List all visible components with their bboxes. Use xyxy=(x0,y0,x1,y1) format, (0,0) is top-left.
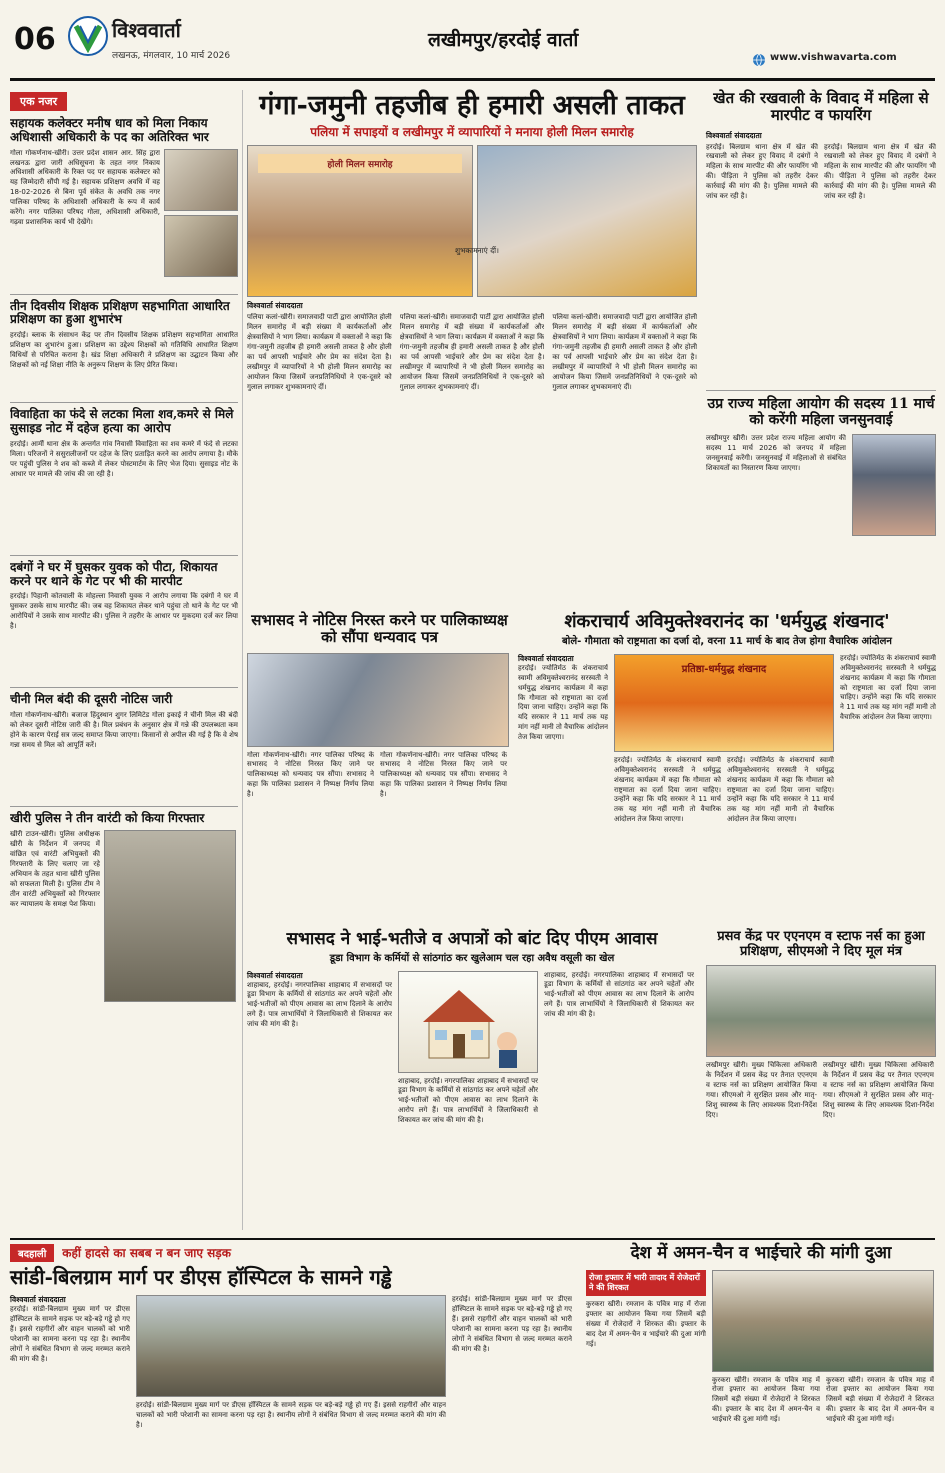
notice-photo xyxy=(247,653,509,747)
divider xyxy=(706,390,936,391)
pm-awas-headline: सभासद ने भाई-भतीजे व अपात्रों को बांट दिए पीएम आवास xyxy=(286,929,658,949)
brand-logo-icon xyxy=(68,16,108,56)
womens-commission-body: लखीमपुर खीरी। उत्तर प्रदेश राज्य महिला आयोग की सदस्य 11 मार्च 2026 को जनपद में महिला जनसुनवाई करेंगी। जनसुनवाई में महिलाओं से संबंधित शिकायतों का निस्तारण किया जाएगा। xyxy=(706,434,846,472)
section-tag: एक नजर xyxy=(10,92,67,111)
story-5-headline: चीनी मिल बंदी की दूसरी नोटिस जारी xyxy=(10,692,173,707)
shankaracharya-story xyxy=(518,612,936,930)
story-3-headline: विवाहिता का फंदे से लटका मिला शव,कमरे से मिले सुसाइड नोट में दहेज हत्या का आरोप xyxy=(10,407,234,435)
lead-subheadline: पलिया में सपाइयों व लखीमपुर में व्यापारियों ने मनाया होली मिलन समारोह xyxy=(310,125,634,140)
shankaracharya-body-col2: हरदोई। ज्योतिर्मठ के शंकराचार्य स्वामी अविमुक्तेश्वरानंद सरस्वती ने धर्मयुद्ध शंखनाद कार्यक्रम में कहा कि गौमाता को राष्ट्रमाता का दर्जा दिया जाना चाहिए। उन्होंने कहा कि यदि सरकार ने 11 मार्च तक यह मांग नहीं मानी तो वैचारिक आंदोलन तेज किया जाएगा। xyxy=(614,755,721,824)
womens-commission-story xyxy=(706,396,936,626)
bottom-left-road-photo xyxy=(136,1295,446,1397)
notice-body-col1: गोला गोकर्णनाथ-खीरी। नगर पालिका परिषद के सभासद ने नोटिस निरस्त किए जाने पर पालिकाध्यक्ष को धन्यवाद पत्र सौंपा। सभासद ने कहा कि पालिका प्रशासन ने निष्पक्ष निर्णय लिया है। xyxy=(247,750,374,799)
bottom-left-byline: विश्ववार्ता संवाददाता xyxy=(10,1295,66,1304)
globe-icon xyxy=(752,52,766,66)
anm-training-body-col2: लखीमपुर खीरी। मुख्य चिकित्सा अधिकारी के निर्देशन में प्रसव केंद्र पर तैनात एएनएम व स्टाफ नर्स का प्रशिक्षण आयोजित किया गया। सीएमओ ने सुरक्षित प्रसव और मातृ-शिशु स्वास्थ्य के लिए आवश्यक दिशा-निर्देश दिए। xyxy=(823,1060,934,1119)
story-3 xyxy=(10,408,238,550)
shankaracharya-banner: प्रतिष्ठा-धर्मयुद्ध शंखनाद xyxy=(681,663,767,675)
story-5-body: गोला गोकर्णनाथ-खीरी। बजाज हिंदुस्थान शुगर लिमिटेड गोला इकाई ने चीनी मिल की बंदी को लेकर दूसरी नोटिस जारी की है। मिल प्रबंधन के अनुसार क्षेत्र में गन्ने की उपलब्धता कम होने के कारण पेराई सत्र जल्द समाप्त किया जाएगा। किसानों से अपील की गई है कि वे शेष गन्ना समय से मिल को आपूर्ति करें। xyxy=(10,711,238,749)
story-6 xyxy=(10,812,238,1002)
story-6-body: खीरी टाउन-खीरी। पुलिस अधीक्षक खीरी के निर्देशन में जनपद में वांछित एवं वारंटी अभियुक्तों की गिरफ्तारी के लिए चलाए जा रहे अभियान के तहत थाना खीरी पुलिस को सफलता मिली है। पुलिस टीम ने तीन वारंटी अभियुक्तों को गिरफ्तार कर न्यायालय के समक्ष पेश किया। xyxy=(10,829,100,908)
lead-photo-banner: होली मिलन समारोह xyxy=(258,154,462,173)
bottom-right-photo-caption: रोजा इफ्तार में भारी तादाद में रोजेदारों ने की शिरकत xyxy=(589,1272,700,1292)
shankaracharya-body-col4: हरदोई। ज्योतिर्मठ के शंकराचार्य स्वामी अविमुक्तेश्वरानंद सरस्वती ने धर्मयुद्ध शंखनाद कार्यक्रम में कहा कि गौमाता को राष्ट्रमाता का दर्जा दिया जाना चाहिए। उन्होंने कहा कि यदि सरकार ने 11 मार्च तक यह मांग नहीं मानी तो वैचारिक आंदोलन तेज किया जाएगा। xyxy=(840,653,936,722)
bottom-right-caption-box xyxy=(586,1270,706,1297)
anm-training-photo xyxy=(706,965,936,1057)
shankaracharya-photo xyxy=(614,654,834,752)
bottom-right-body-col2: कुरकरा खीरी। रमजान के पवित्र माह में रोजा इफ्तार का आयोजन किया गया जिसमें बड़ी संख्या में रोजेदारों ने शिरकत की। इफ्तार के बाद देश में अमन-चैन व भाईचारे की दुआ मांगी गई। xyxy=(712,1375,820,1424)
lead-story xyxy=(247,90,697,610)
bottom-left-kicker: कहीं हादसे का सबब न बन जाए सड़क xyxy=(62,1245,231,1260)
lead-body-col3: पलिया कलां-खीरी। समाजवादी पार्टी द्वारा आयोजित होली मिलन समारोह में बड़ी संख्या में कार्यकर्ताओं और क्षेत्रवासियों ने भाग लिया। कार्यक्रम में वक्ताओं ने कहा कि गंगा-जमुनी तहजीब ही हमारी असली ताकत है और होली का पर्व आपसी भाईचारे और प्रेम का संदेश देता है। लखीमपुर में व्यापारियों ने भी होली मिलन समारोह का आयोजन किया जिसमें जनप्रतिनिधियों ने एक-दूसरे को गुलाल लगाकर शुभकामनाएं दीं। xyxy=(552,313,698,391)
story-1-body: गोला गोकर्णनाथ-खीरी। उत्तर प्रदेश शासन आर. सिंह द्वारा लखनऊ द्वारा जारी अधिसूचना के तहत नगर निकाय अधिशासी अधिकारी के रिक्त पद पर सहायक कलेक्टर को यह जिम्मेदारी सौंपी गई है। सहायक प्रशिक्षण अवधि में वह 18-02-2026 से बिना पूर्व संकेत के अवधि तक नगर पालिका परिषद के अधिशासी अधिकारी के रूप में कार्य करेंगे। नगर पालिका परिषद गोला, अधिशासी अधिकारी, गढ़वा प्रशासनिक कार्य भी देखेंगे। xyxy=(10,148,160,227)
anm-training-headline: प्रसव केंद्र पर एएनएम व स्टाफ नर्स का हुआ प्रशिक्षण, सीएमओ ने दिए मूल मंत्र xyxy=(717,929,925,959)
story-1-photo-a xyxy=(164,149,238,211)
story-2-headline: तीन दिवसीय शिक्षक प्रशिक्षण सहभागिता आधारित प्रशिक्षण का हुआ शुभारंभ xyxy=(10,298,230,327)
right-top-story xyxy=(706,90,936,385)
story-1 xyxy=(10,117,238,289)
pm-awas-story xyxy=(247,930,697,1235)
bottom-right-body-col1: कुरकरा खीरी। रमजान के पवित्र माह में रोजा इफ्तार का आयोजन किया गया जिसमें बड़ी संख्या में रोजेदारों ने शिरकत की। इफ्तार के बाद देश में अमन-चैन व भाईचारे की दुआ मांगी गई। xyxy=(586,1300,706,1349)
story-5 xyxy=(10,693,238,801)
womens-commission-photo xyxy=(852,434,936,536)
story-3-body: हरदोई। आर्मी थाना क्षेत्र के अन्तर्गत गांव निवासी विवाहिता का शव कमरे में फंदे से लटका मिला। परिजनों ने ससुरालीजनों पर दहेज के लिए प्रताड़ित करने का आरोप लगाया है। मौके पर पहुंची पुलिस ने शव को कब्जे में लेकर पोस्टमार्टम के लिए भेज दिया। सुसाइड नोट के आधार पर मामले की जांच की जा रही है। xyxy=(10,439,238,478)
lead-photo-caption: शुभकामनाएं दीं। xyxy=(455,246,499,255)
story-1-headline: सहायक कलेक्टर मनीष धाव को मिला निकाय अधिशासी अधिकारी के पद का अतिरिक्त भार xyxy=(10,116,209,144)
shankaracharya-byline: विश्ववार्ता संवाददाता xyxy=(518,653,574,663)
masthead xyxy=(0,0,945,86)
bottom-left-story xyxy=(10,1244,578,1464)
bottom-left-body-col1: हरदोई। सांडी-बिलग्राम मुख्य मार्ग पर डीएस हॉस्पिटल के सामने सड़क पर बड़े-बड़े गड्ढे हो गए हैं। इससे राहगीरों और वाहन चालकों को भारी परेशानी का सामना करना पड़ रहा है। स्थानीय लोगों ने संबंधित विभाग से जल्द मरम्मत कराने की मांग की है। xyxy=(10,1305,130,1363)
left-column-separator xyxy=(242,90,243,1230)
shankaracharya-body-col3: हरदोई। ज्योतिर्मठ के शंकराचार्य स्वामी अविमुक्तेश्वरानंद सरस्वती ने धर्मयुद्ध शंखनाद कार्यक्रम में कहा कि गौमाता को राष्ट्रमाता का दर्जा दिया जाना चाहिए। उन्होंने कहा कि यदि सरकार ने 11 मार्च तक यह मांग नहीं मानी तो वैचारिक आंदोलन तेज किया जाएगा। xyxy=(727,755,834,824)
lead-byline: विश्ववार्ता संवाददाता xyxy=(247,301,303,311)
story-6-headline: खीरी पुलिस ने तीन वारंटी को किया गिरफ्तार xyxy=(10,811,205,826)
left-column xyxy=(10,90,238,1235)
pm-awas-byline: विश्ववार्ता संवाददाता xyxy=(247,970,303,980)
masthead-rule xyxy=(10,78,935,81)
lead-body-col2: पलिया कलां-खीरी। समाजवादी पार्टी द्वारा आयोजित होली मिलन समारोह में बड़ी संख्या में कार्यकर्ताओं और क्षेत्रवासियों ने भाग लिया। कार्यक्रम में वक्ताओं ने कहा कि गंगा-जमुनी तहजीब ही हमारी असली ताकत है और होली का पर्व आपसी भाईचारे और प्रेम का संदेश देता है। लखीमपुर में व्यापारियों ने भी होली मिलन समारोह का आयोजन किया जिसमें जनप्रतिनिधियों ने एक-दूसरे को गुलाल लगाकर शुभकामनाएं दीं। xyxy=(399,313,545,391)
page-number: 06 xyxy=(14,22,56,57)
pm-awas-body-col3: शाहाबाद, हरदोई। नगरपालिका शाहाबाद में सभासदों पर डूडा विभाग के कर्मियों से सांठगांठ कर अपने चहेतों और भाई-भतीजों को पीएम आवास का लाभ दिलाने के आरोप लगे हैं। पात्र लाभार्थियों ने जिलाधिकारी से शिकायत कर जांच की मांग की है। xyxy=(544,970,694,1019)
anm-training-body-col1: लखीमपुर खीरी। मुख्य चिकित्सा अधिकारी के निर्देशन में प्रसव केंद्र पर तैनात एएनएम व स्टाफ नर्स का प्रशिक्षण आयोजित किया गया। सीएमओ ने सुरक्षित प्रसव और मातृ-शिशु स्वास्थ्य के लिए आवश्यक दिशा-निर्देश दिए। xyxy=(706,1060,817,1119)
shankaracharya-body-col1: हरदोई। ज्योतिर्मठ के शंकराचार्य स्वामी अविमुक्तेश्वरानंद सरस्वती ने धर्मयुद्ध शंखनाद कार्यक्रम में कहा कि गौमाता को राष्ट्रमाता का दर्जा दिया जाना चाहिए। उन्होंने कहा कि यदि सरकार ने 11 मार्च तक यह मांग नहीं मानी तो वैचारिक आंदोलन तेज किया जाएगा। xyxy=(518,663,608,742)
shankaracharya-subheadline: बोले- गौमाता को राष्ट्रमाता का दर्जा दो, वरना 11 मार्च के बाद तेज होगा वैचारिक आंदोलन xyxy=(562,635,892,647)
story-2-body: हरदोई। ब्लाक के संसाधन केंद्र पर तीन दिवसीय शिक्षक प्रशिक्षण सहभागिता आधारित प्रशिक्षण का शुभारंभ हुआ। प्रशिक्षण का उद्देश्य शिक्षकों को गतिविधि आधारित शिक्षण विधियों से परिचित कराना है। खंड शिक्षा अधिकारी ने प्रशिक्षण का उद्घाटन किया और शिक्षकों को नई शिक्षा नीति के अनुरूप शिक्षण के लिए प्रेरित किया। xyxy=(10,331,238,369)
notice-body-col2: गोला गोकर्णनाथ-खीरी। नगर पालिका परिषद के सभासद ने नोटिस निरस्त किए जाने पर पालिकाध्यक्ष को धन्यवाद पत्र सौंपा। सभासद ने कहा कि पालिका प्रशासन ने निष्पक्ष निर्णय लिया है। xyxy=(380,750,507,799)
lead-photo-stage xyxy=(247,145,473,297)
shankaracharya-headline: शंकराचार्य अविमुक्तेश्वरानंद का 'धर्मयुद्ध शंखनाद' xyxy=(564,611,890,632)
story-2 xyxy=(10,300,238,398)
story-6-photo xyxy=(104,830,236,1002)
right-top-headline: खेत की रखवाली के विवाद में महिला से मारपीट व फायरिंग xyxy=(713,89,929,125)
pm-awas-body-col1: शाहाबाद, हरदोई। नगरपालिका शाहाबाद में सभासदों पर डूडा विभाग के कर्मियों से सांठगांठ कर अपने चहेतों और भाई-भतीजों को पीएम आवास का लाभ दिलाने के आरोप लगे हैं। पात्र लाभार्थियों ने जिलाधिकारी से शिकायत कर जांच की मांग की है। xyxy=(247,980,392,1029)
bottom-left-body-col2: हरदोई। सांडी-बिलग्राम मुख्य मार्ग पर डीएस हॉस्पिटल के सामने सड़क पर बड़े-बड़े गड्ढे हो गए हैं। इससे राहगीरों और वाहन चालकों को भारी परेशानी का सामना करना पड़ रहा है। स्थानीय लोगों ने संबंधित विभाग से जल्द मरम्मत कराने की मांग की है। xyxy=(136,1401,446,1429)
story-4 xyxy=(10,561,238,683)
notice-headline: सभासद ने नोटिस निरस्त करने पर पालिकाध्यक्ष को सौंपा धन्यवाद पत्र xyxy=(251,611,508,647)
bottom-left-body-col3: हरदोई। सांडी-बिलग्राम मुख्य मार्ग पर डीएस हॉस्पिटल के सामने सड़क पर बड़े-बड़े गड्ढे हो गए हैं। इससे राहगीरों और वाहन चालकों को भारी परेशानी का सामना करना पड़ रहा है। स्थानीय लोगों ने संबंधित विभाग से जल्द मरम्मत कराने की मांग की है। xyxy=(452,1295,572,1353)
lead-body-col1: पलिया कलां-खीरी। समाजवादी पार्टी द्वारा आयोजित होली मिलन समारोह में बड़ी संख्या में कार्यकर्ताओं और क्षेत्रवासियों ने भाग लिया। कार्यक्रम में वक्ताओं ने कहा कि गंगा-जमुनी तहजीब ही हमारी असली ताकत है और होली का पर्व आपसी भाईचारे और प्रेम का संदेश देता है। लखीमपुर में व्यापारियों ने भी होली मिलन समारोह का आयोजन किया जिसमें जनप्रतिनिधियों ने एक-दूसरे को गुलाल लगाकर शुभकामनाएं दीं। xyxy=(247,313,392,391)
bottom-section-rule xyxy=(10,1238,935,1240)
brand-name: विश्ववार्ता xyxy=(112,18,181,42)
lead-photo-guests xyxy=(477,145,697,297)
bottom-right-iftar-photo xyxy=(712,1270,934,1372)
womens-commission-headline: उप्र राज्य महिला आयोग की सदस्य 11 मार्च को करेंगी महिला जनसुनवाई xyxy=(707,396,935,429)
dateline: लखनऊ, मंगलवार, 10 मार्च 2026 xyxy=(112,51,231,61)
anm-training-story xyxy=(706,930,936,1235)
story-1-photo-b xyxy=(164,215,238,277)
pm-awas-body-col2: शाहाबाद, हरदोई। नगरपालिका शाहाबाद में सभासदों पर डूडा विभाग के कर्मियों से सांठगांठ कर अपने चहेतों और भाई-भतीजों को पीएम आवास का लाभ दिलाने के आरोप लगे हैं। पात्र लाभार्थियों ने जिलाधिकारी से शिकायत कर जांच की मांग की है। xyxy=(398,1076,538,1125)
bottom-right-story xyxy=(586,1244,936,1464)
right-top-byline: विश्ववार्ता संवाददाता xyxy=(706,130,762,140)
story-4-body: हरदोई। पिहानी कोतवाली के मोहल्ला निवासी युवक ने आरोप लगाया कि दबंगों ने घर में घुसकर उसके साथ मारपीट की। जब वह शिकायत लेकर थाने पहुंचा तो थाने के गेट पर भी आरोपियों ने उसके साथ मारपीट की। पुलिस ने तहरीर के आधार पर मुकदमा दर्ज कर लिया है। xyxy=(10,592,238,631)
lead-headline: गंगा-जमुनी तहजीब ही हमारी असली ताकत xyxy=(259,90,685,121)
right-top-body-col1: हरदोई। बिलग्राम थाना क्षेत्र में खेत की रखवाली को लेकर हुए विवाद में दबंगों ने महिला के साथ मारपीट की और फायरिंग भी की। पीड़िता ने पुलिस को तहरीर देकर कार्रवाई की मांग की है। पुलिस मामले की जांच कर रही है। xyxy=(706,142,818,201)
right-top-body-col2: हरदोई। बिलग्राम थाना क्षेत्र में खेत की रखवाली को लेकर हुए विवाद में दबंगों ने महिला के साथ मारपीट की और फायरिंग भी की। पीड़िता ने पुलिस को तहरीर देकर कार्रवाई की मांग की है। पुलिस मामले की जांच कर रही है। xyxy=(824,142,936,201)
bottom-left-headline: सांडी-बिलग्राम मार्ग पर डीएस हॉस्पिटल के सामने गड्ढे xyxy=(10,1265,392,1289)
notice-story xyxy=(247,612,512,972)
bottom-right-headline: देश में अमन-चैन व भाईचारे की मांगी दुआ xyxy=(630,1243,892,1263)
bottom-left-tag: बदहाली xyxy=(10,1244,54,1262)
edition-title: लखीमपुर/हरदोई वार्ता xyxy=(428,29,579,51)
pm-awas-house-photo xyxy=(398,971,538,1073)
bottom-right-body-col3: कुरकरा खीरी। रमजान के पवित्र माह में रोजा इफ्तार का आयोजन किया गया जिसमें बड़ी संख्या में रोजेदारों ने शिरकत की। इफ्तार के बाद देश में अमन-चैन व भाईचारे की दुआ मांगी गई। xyxy=(826,1375,934,1424)
story-4-headline: दबंगों ने घर में घुसकर युवक को पीटा, शिकायत करने पर थाने के गेट पर भी की मारपीट xyxy=(10,559,218,588)
pm-awas-subheadline: डूडा विभाग के कर्मियों से सांठगांठ कर खुलेआम चल रहा अवैध वसूली का खेल xyxy=(329,952,615,964)
website-link[interactable]: www.vishwavarta.com xyxy=(770,52,897,63)
